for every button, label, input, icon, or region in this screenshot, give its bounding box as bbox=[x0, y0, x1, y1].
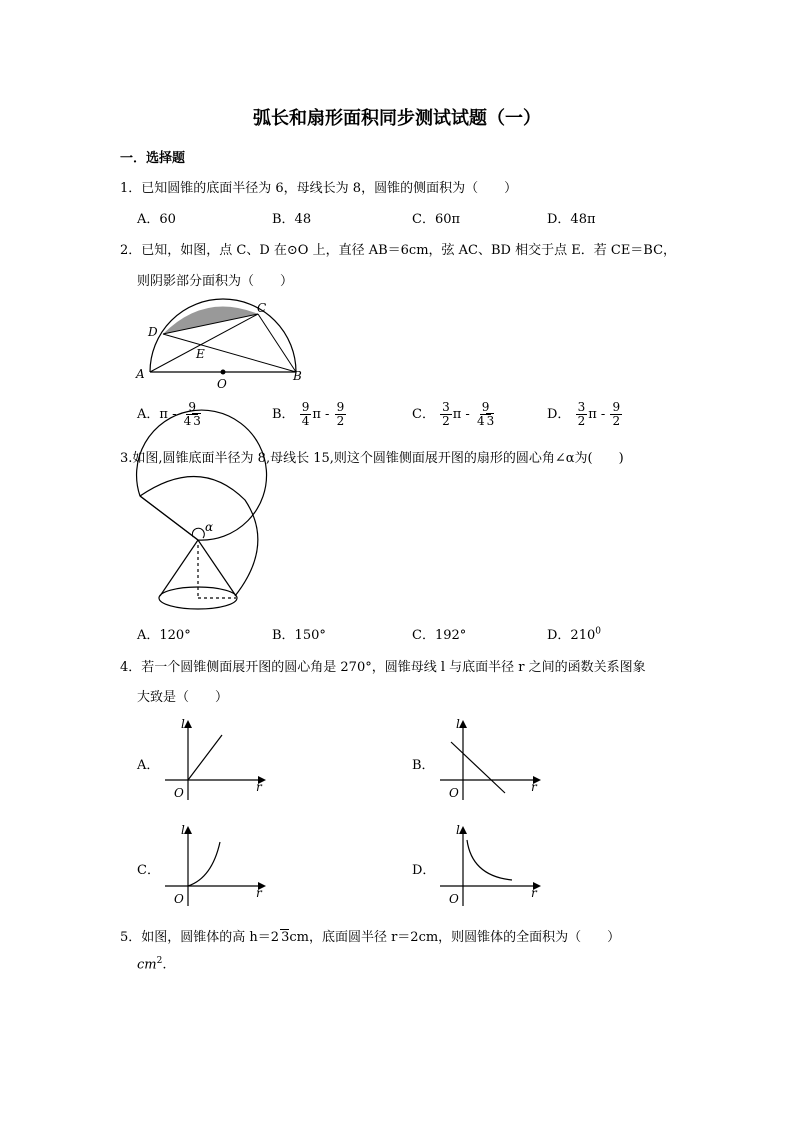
q4-option-c[interactable]: C． bbox=[137, 863, 160, 878]
svg-text:r: r bbox=[256, 886, 262, 900]
svg-text:O: O bbox=[449, 786, 459, 800]
q4-option-b[interactable]: B． bbox=[412, 758, 435, 773]
svg-text:O: O bbox=[174, 892, 184, 906]
fraction: $\frac{3}{2}$ bbox=[577, 400, 586, 428]
question-4-line-1: 4．若一个圆锥侧面展开图的圆心角是 270°，圆锥母线 l 与底面半径 r 之间的函数关系图象 bbox=[120, 660, 646, 675]
section-heading: 一．选择题 bbox=[120, 151, 186, 166]
q1-option-b[interactable]: B．48 bbox=[272, 212, 312, 227]
svg-text:O: O bbox=[174, 786, 184, 800]
alpha-label: α bbox=[205, 520, 214, 534]
point-o-label: O bbox=[217, 377, 227, 391]
q3-option-d[interactable]: D．$210^0$ bbox=[547, 626, 601, 643]
question-5-line-2: $cm^2$. bbox=[137, 956, 167, 973]
point-a-label: A bbox=[136, 367, 145, 381]
q2-option-b[interactable]: B． $\frac{9}{4}$ π - $\frac{9}{2}$ bbox=[272, 400, 345, 428]
q1-option-a[interactable]: A．60 bbox=[137, 212, 176, 227]
point-e-label: E bbox=[196, 347, 205, 361]
svg-text:l: l bbox=[456, 823, 460, 837]
svg-text:l: l bbox=[181, 717, 185, 731]
question-3-stem: 3.如图,圆锥底面半径为 8,母线长 15,则这个圆锥侧面展开图的扇形的圆心角∠α为( ) bbox=[120, 451, 624, 466]
q4-option-d[interactable]: D． bbox=[412, 863, 436, 878]
question-2-line-2: 则阴影部分面积为（ ） bbox=[137, 274, 294, 289]
q1-option-d[interactable]: D．48π bbox=[547, 212, 596, 227]
svg-text:r: r bbox=[256, 780, 262, 794]
svg-text:l: l bbox=[456, 717, 460, 731]
q2-option-d[interactable]: D． $\frac{3}{2}$ π - $\frac{9}{2}$ bbox=[547, 400, 621, 428]
q4-graph-c bbox=[160, 820, 270, 915]
fraction: $\frac{9}{4 3}$ bbox=[476, 400, 495, 428]
question-5-line-1: 5．如图，圆锥体的高 h＝2 3cm，底面圆半径 r＝2cm，则圆锥体的全面积为（ ） bbox=[120, 930, 621, 945]
svg-text:O: O bbox=[449, 892, 459, 906]
question-1-stem: 1．已知圆锥的底面半径为 6，母线长为 8，圆锥的侧面积为（ ） bbox=[120, 181, 518, 196]
fraction: $\frac{9}{2}$ bbox=[336, 400, 345, 428]
q2-option-a[interactable]: A．π - $\frac{9}{4 3}$ bbox=[137, 400, 201, 428]
point-b-label: B bbox=[293, 369, 302, 383]
q2-option-c[interactable]: C． $\frac{3}{2}$ π - $\frac{9}{4 3}$ bbox=[412, 400, 495, 428]
fraction: $\frac{9}{2}$ bbox=[612, 400, 621, 428]
q3-option-c[interactable]: C．192° bbox=[412, 628, 467, 643]
q4-graph-d bbox=[435, 820, 545, 915]
q4-graph-a bbox=[160, 715, 270, 810]
svg-text:r: r bbox=[531, 780, 537, 794]
svg-text:r: r bbox=[531, 886, 537, 900]
question-4-line-2: 大致是（ ） bbox=[137, 690, 229, 705]
q3-option-b[interactable]: B．150° bbox=[272, 628, 326, 643]
fraction: $\frac{3}{2}$ bbox=[442, 400, 450, 428]
q3-option-a[interactable]: A．120° bbox=[137, 628, 191, 643]
page-title: 弧长和扇形面积同步测试试题（一） bbox=[253, 108, 541, 129]
question-2-line-1: 2．已知，如图，点 C、D 在⊙O 上，直径 AB＝6cm，弦 AC、BD 相交于点 E．若 CE＝BC， bbox=[120, 243, 677, 258]
q4-option-a[interactable]: A． bbox=[137, 758, 160, 773]
q3-cone-sector-figure bbox=[135, 468, 270, 618]
q2-semicircle-figure bbox=[130, 298, 310, 393]
svg-text:l: l bbox=[181, 823, 185, 837]
point-c-label: C bbox=[257, 301, 267, 315]
point-d-label: D bbox=[148, 325, 158, 339]
fraction: $\frac{9}{4 3}$ bbox=[183, 400, 201, 428]
fraction: $\frac{9}{4}$ bbox=[301, 400, 310, 428]
q4-graph-b bbox=[435, 715, 545, 810]
q1-option-c[interactable]: C．60π bbox=[412, 212, 461, 227]
